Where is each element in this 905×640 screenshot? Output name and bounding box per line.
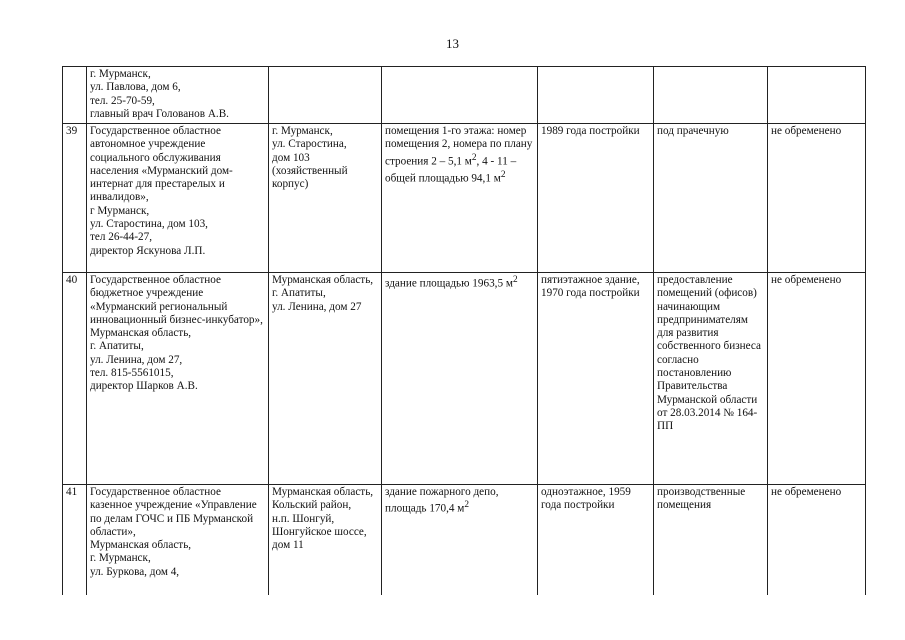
description-text: здание пожарного депо, площадь 170,4 м — [385, 486, 499, 516]
encumbrance-cell: не обременено — [768, 273, 866, 485]
description-cell — [382, 485, 538, 595]
unit-superscript: 2 — [464, 500, 470, 511]
table-row — [63, 273, 866, 485]
address-cell: Мурманская область, Кольский район, н.п. Шонгуй, Шонгуйское шоссе, дом 11 — [269, 485, 382, 595]
unit-superscript: 2 — [500, 169, 506, 180]
encumbrance-cell: не обременено — [768, 485, 866, 595]
row-number: 39 — [63, 124, 87, 273]
description-text-continued: , 4 - 11 – общей площадью 94,1 м — [385, 155, 517, 185]
row-number — [63, 67, 87, 124]
year-cell: 1989 года постройки — [538, 124, 654, 273]
table-row — [63, 485, 866, 595]
holder-cell: Государственное областное бюджетное учреждение «Мурманский региональный инновационный бизнес-инкубатор», Мурманская область, г. Апатиты, ул. Ленина, дом 27, тел. 815-5561015, директор Шарков А.В. — [87, 273, 269, 485]
description-text: здание площадью 1963,5 м — [385, 277, 513, 290]
year-cell: одноэтажное, 1959 года постройки — [538, 485, 654, 595]
address-cell: г. Мурманск, ул. Старостина, дом 103 (хозяйственный корпус) — [269, 124, 382, 273]
encumbrance-cell: не обременено — [768, 124, 866, 273]
holder-cell: Государственное областное казенное учреждение «Управление по делам ГОЧС и ПБ Мурманской области», Мурманская область, г. Мурманск, ул. Буркова, дом 4, — [87, 485, 269, 595]
table-row — [63, 67, 866, 124]
table-row — [63, 124, 866, 273]
purpose-cell — [654, 67, 768, 124]
property-registry-table — [62, 66, 866, 595]
page-number: 13 — [446, 36, 459, 51]
row-number: 41 — [63, 485, 87, 595]
description-cell — [382, 124, 538, 273]
holder-cell: г. Мурманск, ул. Павлова, дом 6, тел. 25-70-59, главный врач Голованов А.В. — [87, 67, 269, 124]
encumbrance-cell — [768, 67, 866, 124]
purpose-cell: производственные помещения — [654, 485, 768, 595]
address-cell: Мурманская область, г. Апатиты, ул. Ленина, дом 27 — [269, 273, 382, 485]
unit-superscript: 2 — [471, 152, 477, 163]
description-cell — [382, 273, 538, 485]
unit-superscript: 2 — [512, 275, 518, 285]
holder-cell: Государственное областное автономное учреждение социального обслуживания населения «Мурманский дом-интернат для престарелых и инвалидов», г Мурманск, ул. Старостина, дом 103, тел 26-44-27, директор Яскунова Л.П. — [87, 124, 269, 273]
address-cell — [269, 67, 382, 124]
row-number: 40 — [63, 273, 87, 485]
description-cell — [382, 67, 538, 124]
purpose-cell: под прачечную — [654, 124, 768, 273]
year-cell — [538, 67, 654, 124]
year-cell: пятиэтажное здание, 1970 года постройки — [538, 273, 654, 485]
purpose-cell: предоставление помещений (офисов) начинающим предпринимателям для развития собственного бизнеса согласно постановлению Правительства Мурманской области от 28.03.2014 № 164-ПП — [654, 273, 768, 485]
description-text: помещения 1-го этажа: номер помещения 2, номера по плану строения 2 – 5,1 м — [385, 125, 533, 168]
